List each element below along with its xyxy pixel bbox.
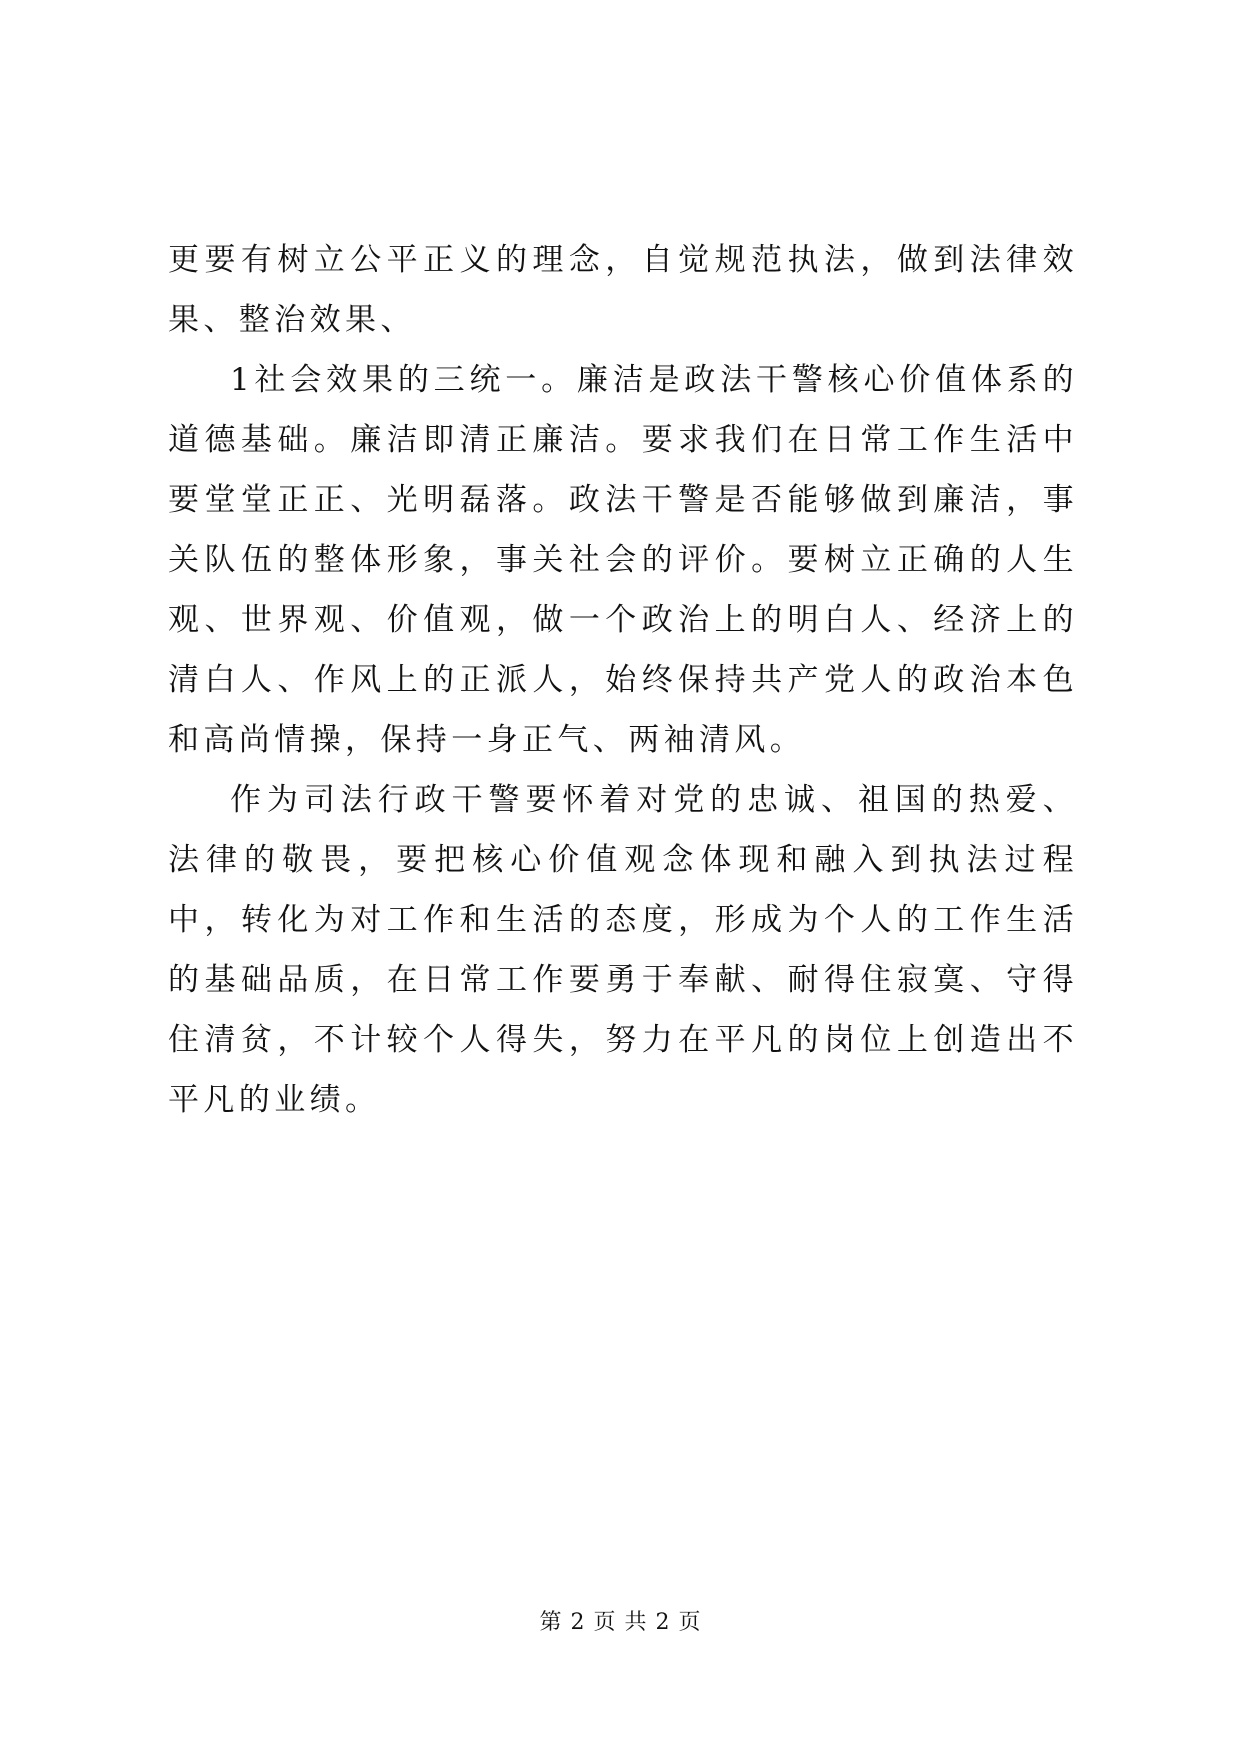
paragraph-3: 作为司法行政干警要怀着对党的忠诚、祖国的热爱、法律的敬畏，要把核心价值观念体现和融入到执法过程中，转化为对工作和生活的态度，形成为个人的工作生活的基础品质，在日常工作要勇于奉献、耐得住寂寞、守得住清贫，不计较个人得失，努力在平凡的岗位上创造出不平凡的业绩。 bbox=[168, 782, 1078, 1118]
paragraph-1: 更要有树立公平正义的理念，自觉规范执法，做到法律效果、整治效果、 bbox=[168, 242, 1078, 338]
paragraph-2: 1社会效果的三统一。廉洁是政法干警核心价值体系的道德基础。廉洁即清正廉洁。要求我们在日常工作生活中要堂堂正正、光明磊落。政法干警是否能够做到廉洁，事关队伍的整体形象，事关社会的评价。要树立正确的人生观、世界观、价值观，做一个政治上的明白人、经济上的清白人、作风上的正派人，始终保持共产党人的政治本色和高尚情操，保持一身正气、两袖清风。 bbox=[168, 362, 1078, 758]
page-number-footer: 第 2 页 共 2 页 bbox=[539, 1610, 702, 1635]
document-body bbox=[168, 230, 1078, 1130]
